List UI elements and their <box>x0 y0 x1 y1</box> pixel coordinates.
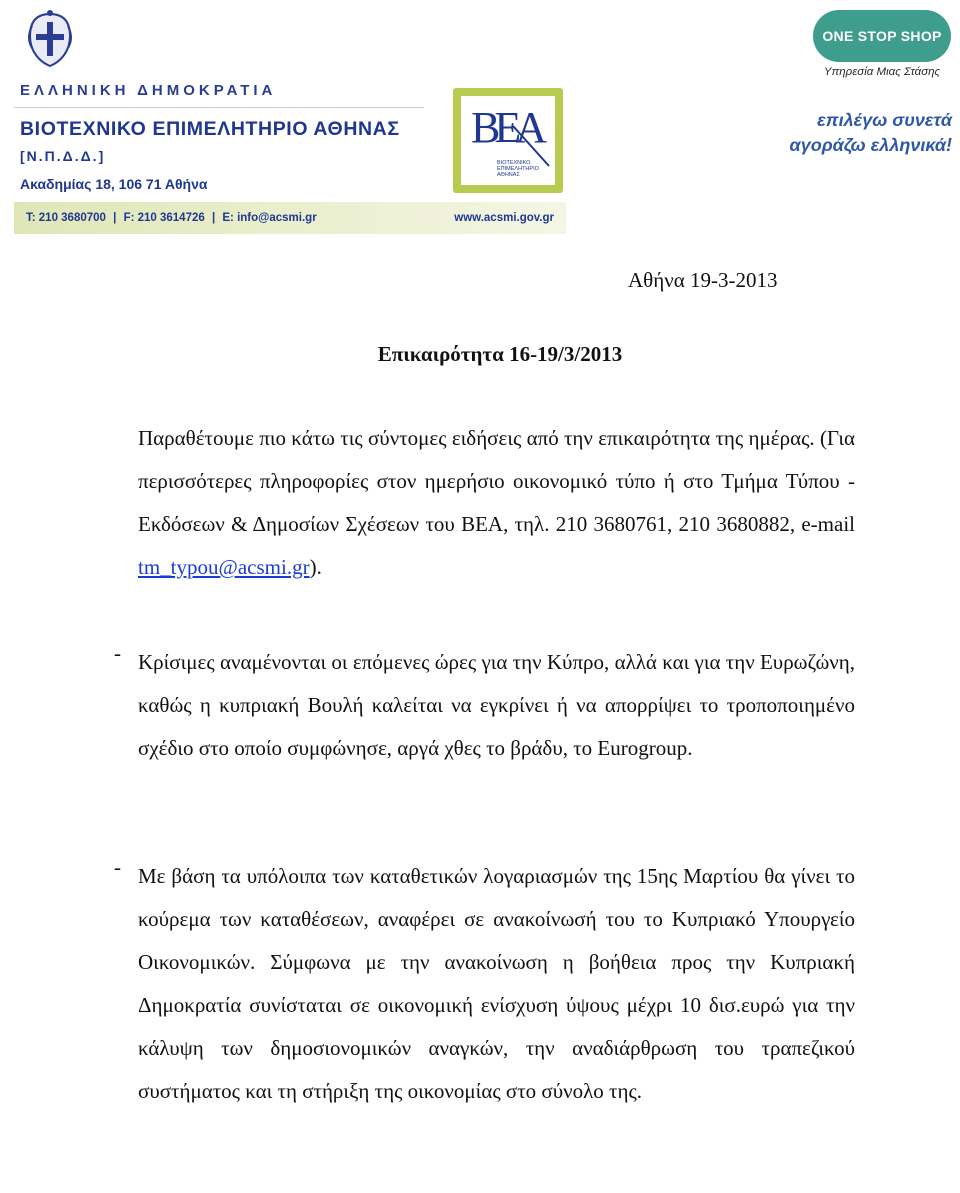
letterhead-chamber-name: ΒΙΟΤΕΧΝΙΚΟ ΕΠΙΜΕΛΗΤΗΡΙΟ ΑΘΗΝΑΣ <box>20 118 400 140</box>
bea-logo <box>453 88 563 193</box>
intro-text: Παραθέτουμε πιο κάτω τις σύντομες ειδήσεις από την επικαιρότητα της ημέρας. (Για περισσότερες πληροφορίες στον ημερήσιο οικονομικό τύπο ή στο Τμήμα Τύπου - Εκδόσεων & Δημοσίων Σχέσεων του ΒΕΑ, τηλ. 210 3680761, 210 3680882, e-mail <box>138 426 855 536</box>
bea-logo-text: BEA <box>471 103 541 152</box>
document-date: Αθήνα 19-3-2013 <box>628 268 778 292</box>
slogan-line-1: επιλέγω συνετά <box>817 110 952 130</box>
document-title: Επικαιρότητα 16-19/3/2013 <box>377 342 623 366</box>
greek-emblem-icon <box>22 8 78 72</box>
intro-paragraph <box>138 417 855 589</box>
intro-end: ). <box>309 555 322 579</box>
contact-email: E: info@acsmi.gr <box>222 212 317 224</box>
letterhead-contact-bar <box>14 202 566 234</box>
bullet-dash-2: - <box>114 855 121 879</box>
press-email-link[interactable]: tm_typou@acsmi.gr <box>138 555 310 579</box>
slogan-line-2: αγοράζω ελληνικά! <box>789 135 952 155</box>
one-stop-shop-badge: ONE STOP SHOP <box>813 10 951 62</box>
bea-logo-caption: ΒΙΟΤΕΧΝΙΚΟ ΕΠΙΜΕΛΗΤΗΡΙΟ ΑΘΗΝΑΣ <box>497 160 539 178</box>
contact-details: T: 210 3680700 | F: 210 3614726 | E: info@acsmi.gr <box>26 212 317 224</box>
contact-phone: T: 210 3680700 <box>26 212 106 224</box>
letterhead-legal-form: [Ν.Π.Δ.Δ.] <box>20 148 106 164</box>
letterhead-republic: ΕΛΛΗΝΙΚΗ ΔΗΜΟΚΡΑΤΙΑ <box>20 82 277 99</box>
news-item-2: Με βάση τα υπόλοιπα των καταθετικών λογαριασμών της 15ης Μαρτίου θα γίνει το κούρεμα των καταθέσεων, αναφέρει σε ανακοίνωσή του το Κυπριακό Υπουργείο Οικονομικών. Σύμφωνα με την ανακοίνωση η βοήθεια προς την Κυπριακή Δημοκρατία συνίσταται σε οικονομική ενίσχυση ύψους μέχρι 10 δισ.ευρώ για την κάλυψη των δημοσιονομικών αναγκών, την αναδιάρθρωση του τραπεζικού συστήματος και τη στήριξη της οικονομίας στο σύνολο της. <box>138 864 855 1103</box>
news-item-1: Κρίσιμες αναμένονται οι επόμενες ώρες για την Κύπρο, αλλά και για την Ευρωζώνη, καθώς η κυπριακή Βουλή καλείται να εγκρίνει ή να απορρίψει το τροποποιημένο σχέδιο στο οποίο συμφώνησε, αργά χθες το βράδυ, το Eurogroup. <box>138 650 855 760</box>
contact-fax: F: 210 3614726 <box>123 212 205 224</box>
bullet-dash-1: - <box>114 641 121 665</box>
letterhead-address: Ακαδημίας 18, 106 71 Αθήνα <box>20 176 208 192</box>
slogan <box>760 108 952 158</box>
contact-website: www.acsmi.gov.gr <box>454 212 554 224</box>
one-stop-shop-subtitle: Υπηρεσία Μιας Στάσης <box>823 66 941 78</box>
letterhead-divider <box>14 107 424 108</box>
